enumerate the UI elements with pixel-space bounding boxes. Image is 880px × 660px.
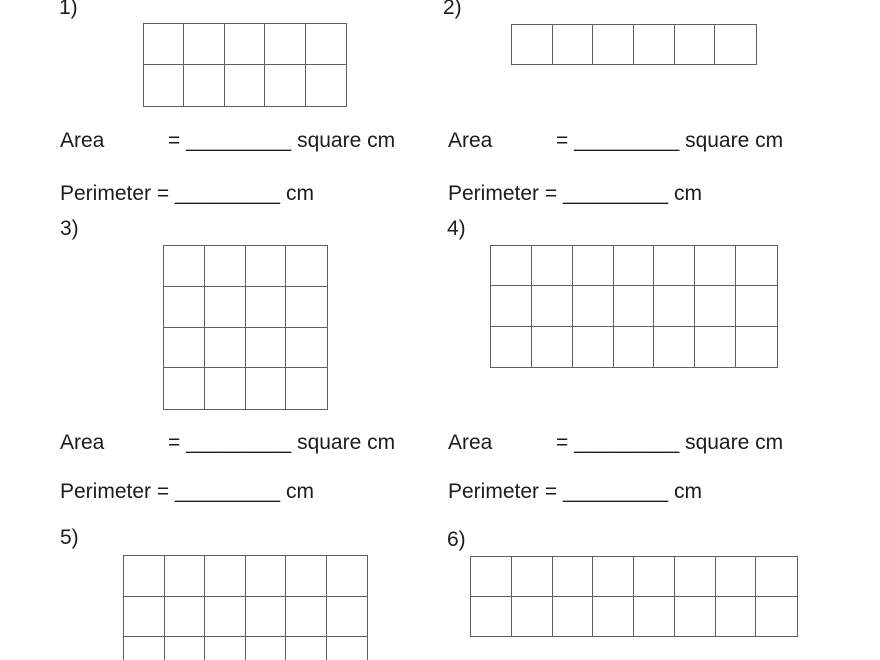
grid-cell	[573, 286, 614, 326]
area-blank: _________	[186, 431, 292, 454]
grid-cell	[553, 557, 594, 597]
grid-cell	[573, 246, 614, 286]
grid-cell	[144, 24, 184, 65]
grid-cell	[675, 25, 716, 64]
grid-cell	[286, 368, 327, 409]
grid-cell	[654, 327, 695, 367]
perimeter-blank: _________	[562, 480, 669, 503]
equals-sign: =	[556, 431, 569, 454]
grid-cell	[491, 286, 532, 326]
area-label: Area	[448, 431, 493, 454]
grid-cell	[553, 597, 594, 637]
grid-cell	[164, 328, 205, 369]
grid-cell	[225, 65, 265, 106]
area-label: Area	[60, 129, 105, 152]
area-line-4	[448, 431, 783, 455]
grid-cell	[165, 597, 206, 638]
equals-sign: =	[556, 129, 569, 152]
grid-cell	[593, 557, 634, 597]
grid-cell	[286, 328, 327, 369]
grid-cell	[716, 597, 757, 637]
grid-cell	[654, 286, 695, 326]
unit-grid-5	[123, 555, 368, 660]
grid-cell	[246, 368, 287, 409]
grid-cell	[306, 24, 346, 65]
grid-cell	[327, 556, 368, 597]
perimeter-unit: cm	[285, 182, 314, 205]
equals-sign: =	[168, 129, 181, 152]
grid-cell	[512, 25, 553, 64]
grid-cell	[695, 246, 736, 286]
problem-number-2: 2)	[443, 0, 462, 19]
grid-cell	[695, 327, 736, 367]
grid-cell	[124, 556, 165, 597]
problem-number-1: 1)	[59, 0, 78, 19]
perimeter-blank: _________	[174, 182, 281, 205]
perimeter-blank: _________	[174, 480, 281, 503]
area-unit: square cm	[685, 129, 784, 152]
grid-cell	[286, 246, 327, 287]
grid-cell	[246, 637, 287, 660]
equals-sign: =	[544, 480, 558, 503]
perimeter-label: Perimeter	[60, 480, 152, 503]
area-unit: square cm	[685, 431, 784, 454]
grid-cell	[471, 557, 512, 597]
grid-cell	[286, 597, 327, 638]
grid-cell	[184, 24, 224, 65]
grid-cell	[675, 557, 716, 597]
grid-cell	[614, 327, 655, 367]
grid-cell	[286, 556, 327, 597]
perimeter-label: Perimeter	[60, 182, 152, 205]
grid-cell	[286, 287, 327, 328]
grid-cell	[205, 556, 246, 597]
grid-cell	[593, 25, 634, 64]
grid-cell	[165, 556, 206, 597]
grid-cell	[756, 597, 797, 637]
perimeter-unit: cm	[673, 182, 702, 205]
problem-number-5: 5)	[60, 526, 79, 549]
area-line-1	[60, 129, 395, 153]
equals-sign: =	[156, 182, 170, 205]
grid-cell	[614, 286, 655, 326]
grid-cell	[164, 246, 205, 287]
perimeter-unit: cm	[285, 480, 314, 503]
grid-cell	[225, 24, 265, 65]
grid-cell	[716, 557, 757, 597]
area-blank: _________	[574, 431, 680, 454]
grid-cell	[124, 637, 165, 660]
grid-cell	[532, 327, 573, 367]
grid-cell	[164, 287, 205, 328]
area-line-3	[60, 431, 395, 455]
grid-cell	[532, 246, 573, 286]
grid-cell	[246, 597, 287, 638]
grid-cell	[512, 597, 553, 637]
problem-number-6: 6)	[447, 528, 466, 551]
grid-cell	[634, 557, 675, 597]
grid-cell	[246, 328, 287, 369]
unit-grid-1	[143, 23, 347, 107]
grid-cell	[306, 65, 346, 106]
area-label: Area	[60, 431, 105, 454]
grid-cell	[695, 286, 736, 326]
grid-cell	[286, 637, 327, 660]
grid-cell	[265, 65, 305, 106]
grid-cell	[205, 368, 246, 409]
grid-cell	[512, 557, 553, 597]
area-blank: _________	[186, 129, 292, 152]
perimeter-line-1	[60, 182, 314, 206]
perimeter-blank: _________	[562, 182, 669, 205]
grid-cell	[614, 246, 655, 286]
equals-sign: =	[156, 480, 170, 503]
unit-grid-2	[511, 24, 757, 65]
grid-cell	[165, 637, 206, 660]
unit-grid-4	[490, 245, 778, 368]
area-label: Area	[448, 129, 493, 152]
grid-cell	[634, 25, 675, 64]
grid-cell	[756, 557, 797, 597]
perimeter-label: Perimeter	[448, 480, 540, 503]
perimeter-line-4	[448, 480, 702, 504]
problem-number-3: 3)	[60, 217, 79, 240]
grid-cell	[593, 597, 634, 637]
area-line-2	[448, 129, 783, 153]
grid-cell	[246, 246, 287, 287]
grid-cell	[246, 287, 287, 328]
grid-cell	[715, 25, 756, 64]
grid-cell	[205, 597, 246, 638]
unit-grid-3	[163, 245, 328, 410]
grid-cell	[184, 65, 224, 106]
grid-cell	[164, 368, 205, 409]
grid-cell	[144, 65, 184, 106]
grid-cell	[205, 328, 246, 369]
equals-sign: =	[168, 431, 181, 454]
perimeter-line-2	[448, 182, 702, 206]
grid-cell	[327, 637, 368, 660]
perimeter-line-3	[60, 480, 314, 504]
equals-sign: =	[544, 182, 558, 205]
grid-cell	[205, 246, 246, 287]
area-unit: square cm	[297, 129, 396, 152]
grid-cell	[327, 597, 368, 638]
perimeter-unit: cm	[673, 480, 702, 503]
grid-cell	[654, 246, 695, 286]
perimeter-label: Perimeter	[448, 182, 540, 205]
grid-cell	[205, 287, 246, 328]
grid-cell	[736, 286, 777, 326]
grid-cell	[532, 286, 573, 326]
grid-cell	[246, 556, 287, 597]
grid-cell	[736, 246, 777, 286]
grid-cell	[553, 25, 594, 64]
area-blank: _________	[574, 129, 680, 152]
problem-number-4: 4)	[447, 217, 466, 240]
grid-cell	[634, 597, 675, 637]
grid-cell	[205, 637, 246, 660]
grid-cell	[736, 327, 777, 367]
unit-grid-6	[470, 556, 798, 637]
grid-cell	[124, 597, 165, 638]
grid-cell	[491, 327, 532, 367]
grid-cell	[491, 246, 532, 286]
grid-cell	[265, 24, 305, 65]
grid-cell	[573, 327, 614, 367]
grid-cell	[471, 597, 512, 637]
grid-cell	[675, 597, 716, 637]
area-unit: square cm	[297, 431, 396, 454]
